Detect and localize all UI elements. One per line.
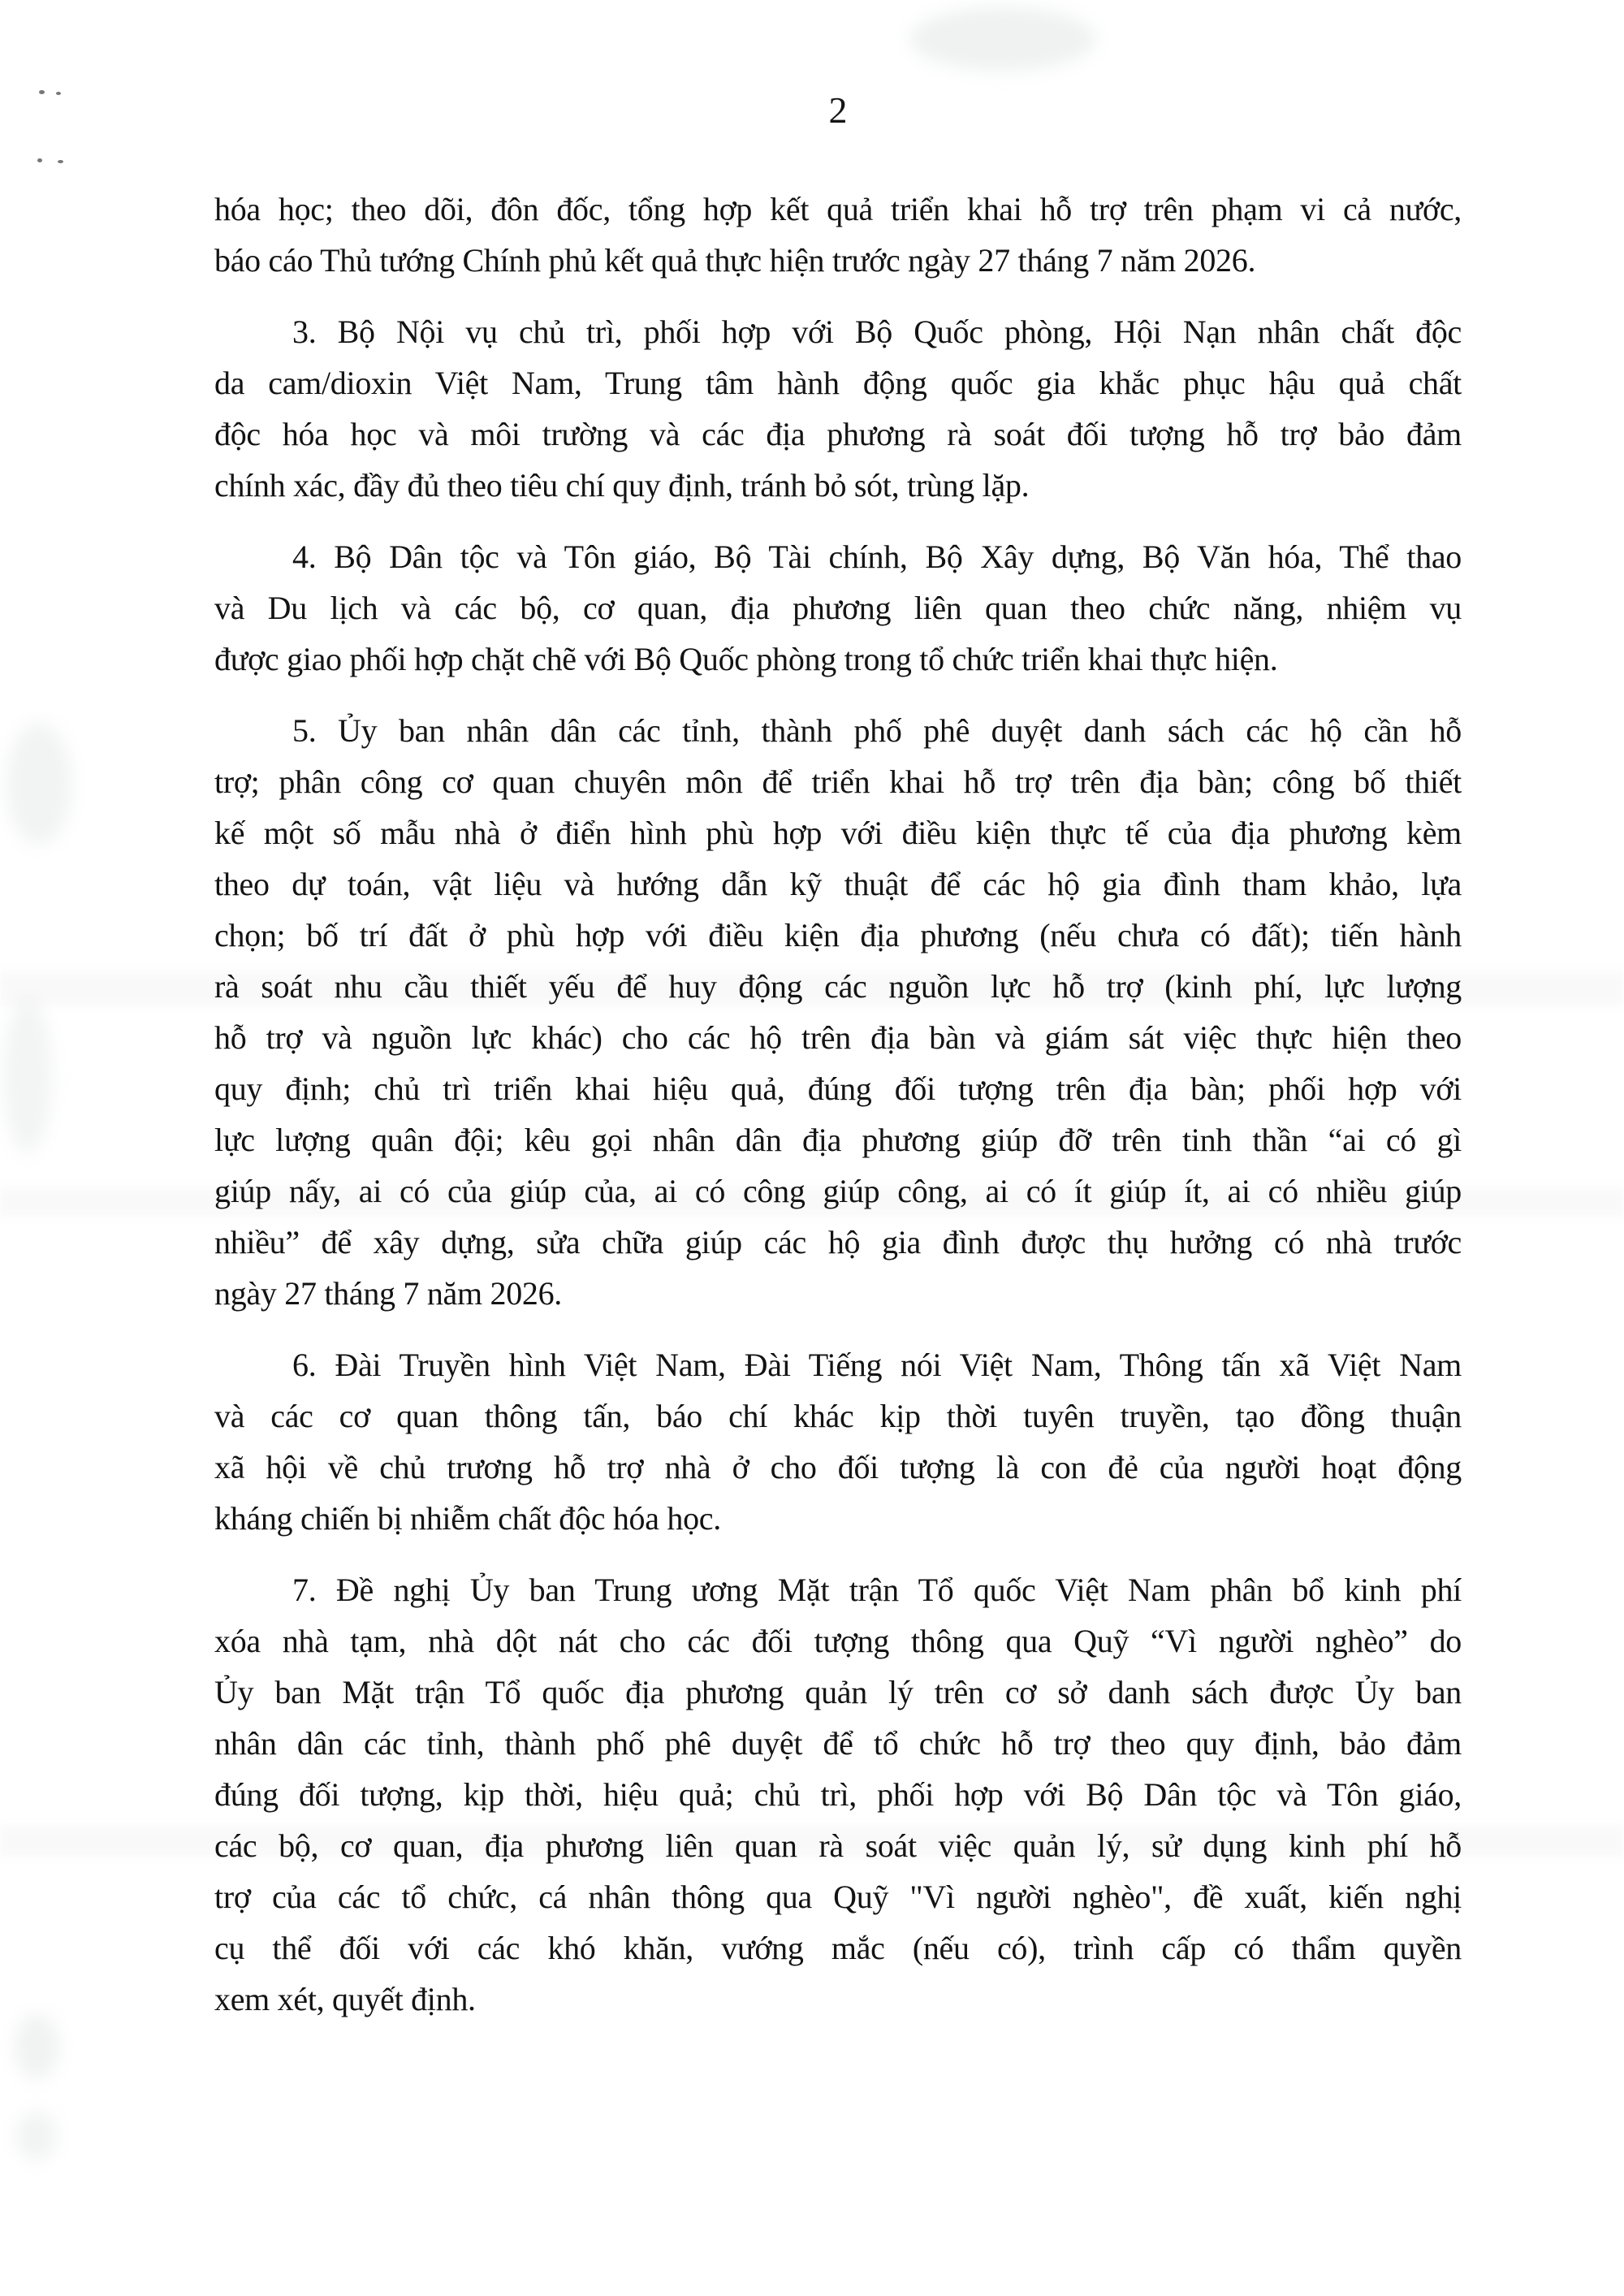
text-line: da cam/dioxin Việt Nam, Trung tâm hành động quốc gia khắc phục hậu quả chất [214, 365, 1462, 401]
scan-smudge [6, 723, 71, 845]
text-line: xóa nhà tạm, nhà dột nát cho các đối tượng thông qua Quỹ “Vì người nghèo” do [214, 1623, 1462, 1659]
paragraph [214, 531, 1462, 685]
document-body [214, 184, 1462, 2045]
scan-speck [39, 90, 45, 94]
text-line: đúng đối tượng, kịp thời, hiệu quả; chủ trì, phối hợp với Bộ Dân tộc và Tôn giáo, [214, 1776, 1462, 1813]
scan-smudge [3, 999, 52, 1153]
text-line: hỗ trợ và nguồn lực khác) cho các hộ trên địa bàn và giám sát việc thực hiện theo [214, 1019, 1462, 1056]
text-line: nhiều” để xây dựng, sửa chữa giúp các hộ gia đình được thụ hưởng có nhà trước [214, 1224, 1462, 1260]
text-line: kế một số mẫu nhà ở điển hình phù hợp với điều kiện thực tế của địa phương kèm [214, 815, 1462, 851]
text-line: và các cơ quan thông tấn, báo chí khác kịp thời tuyên truyền, tạo đồng thuận [214, 1398, 1462, 1434]
text-line: 3. Bộ Nội vụ chủ trì, phối hợp với Bộ Quốc phòng, Hội Nạn nhân chất độc [292, 313, 1462, 350]
paragraph [214, 705, 1462, 1319]
scan-smudge [909, 6, 1096, 71]
text-line: xem xét, quyết định. [214, 1981, 476, 2017]
text-line: 7. Đề nghị Ủy ban Trung ương Mặt trận Tổ quốc Việt Nam phân bổ kinh phí [292, 1572, 1462, 1608]
text-line: quy định; chủ trì triển khai hiệu quả, đúng đối tượng trên địa bàn; phối hợp với [214, 1070, 1462, 1107]
scan-speck [37, 158, 42, 162]
text-line: nhân dân các tỉnh, thành phố phê duyệt để tổ chức hỗ trợ theo quy định, bảo đảm [214, 1725, 1462, 1762]
text-line: 5. Ủy ban nhân dân các tỉnh, thành phố phê duyệt danh sách các hộ cần hỗ [292, 712, 1462, 749]
text-line: Ủy ban Mặt trận Tổ quốc địa phương quản lý trên cơ sở danh sách được Ủy ban [214, 1674, 1462, 1710]
text-line: chính xác, đầy đủ theo tiêu chí quy định, tránh bỏ sót, trùng lặp. [214, 467, 1030, 504]
text-line: theo dự toán, vật liệu và hướng dẫn kỹ thuật để các hộ gia đình tham khảo, lựa [214, 866, 1462, 902]
text-line: giúp nấy, ai có của giúp của, ai có công giúp công, ai có ít giúp ít, ai có nhiều giúp [214, 1173, 1462, 1209]
text-line: 6. Đài Truyền hình Việt Nam, Đài Tiếng nói Việt Nam, Thông tấn xã Việt Nam [292, 1347, 1462, 1383]
text-line: cụ thể đối với các khó khăn, vướng mắc (nếu có), trình cấp có thẩm quyền [214, 1930, 1462, 1966]
paragraph [214, 306, 1462, 511]
scan-smudge [16, 2112, 57, 2160]
text-line: được giao phối hợp chặt chẽ với Bộ Quốc phòng trong tổ chức triển khai thực hiện. [214, 641, 1278, 677]
scan-smudge [15, 2014, 59, 2079]
text-line: hóa học; theo dõi, đôn đốc, tổng hợp kết quả triển khai hỗ trợ trên phạm vi cả nước, [214, 191, 1462, 227]
text-line: các bộ, cơ quan, địa phương liên quan rà soát việc quản lý, sử dụng kinh phí hỗ [214, 1827, 1462, 1864]
text-line: độc hóa học và môi trường và các địa phương rà soát đối tượng hỗ trợ bảo đảm [214, 416, 1462, 452]
text-line: 4. Bộ Dân tộc và Tôn giáo, Bộ Tài chính, Bộ Xây dựng, Bộ Văn hóa, Thể thao [292, 538, 1462, 575]
scan-speck [58, 160, 63, 163]
paragraph [214, 1564, 1462, 2025]
paragraph [214, 184, 1462, 286]
scan-speck [56, 92, 61, 95]
text-line: rà soát nhu cầu thiết yếu để huy động các nguồn lực hỗ trợ (kinh phí, lực lượng [214, 968, 1462, 1005]
text-line: ngày 27 tháng 7 năm 2026. [214, 1275, 562, 1312]
text-line: chọn; bố trí đất ở phù hợp với điều kiện địa phương (nếu chưa có đất); tiến hành [214, 917, 1462, 953]
text-line: kháng chiến bị nhiễm chất độc hóa học. [214, 1500, 721, 1537]
text-line: trợ của các tổ chức, cá nhân thông qua Quỹ "Vì người nghèo", đề xuất, kiến nghị [214, 1879, 1462, 1915]
page-number: 2 [828, 89, 848, 131]
text-line: trợ; phân công cơ quan chuyên môn để triển khai hỗ trợ trên địa bàn; công bố thiết [214, 763, 1462, 800]
text-line: lực lượng quân đội; kêu gọi nhân dân địa phương giúp đỡ trên tinh thần “ai có gì [214, 1122, 1462, 1158]
text-line: xã hội về chủ trương hỗ trợ nhà ở cho đối tượng là con đẻ của người hoạt động [214, 1449, 1462, 1485]
text-line: và Du lịch và các bộ, cơ quan, địa phương liên quan theo chức năng, nhiệm vụ [214, 590, 1462, 626]
text-line: báo cáo Thủ tướng Chính phủ kết quả thực hiện trước ngày 27 tháng 7 năm 2026. [214, 242, 1256, 279]
paragraph [214, 1339, 1462, 1544]
